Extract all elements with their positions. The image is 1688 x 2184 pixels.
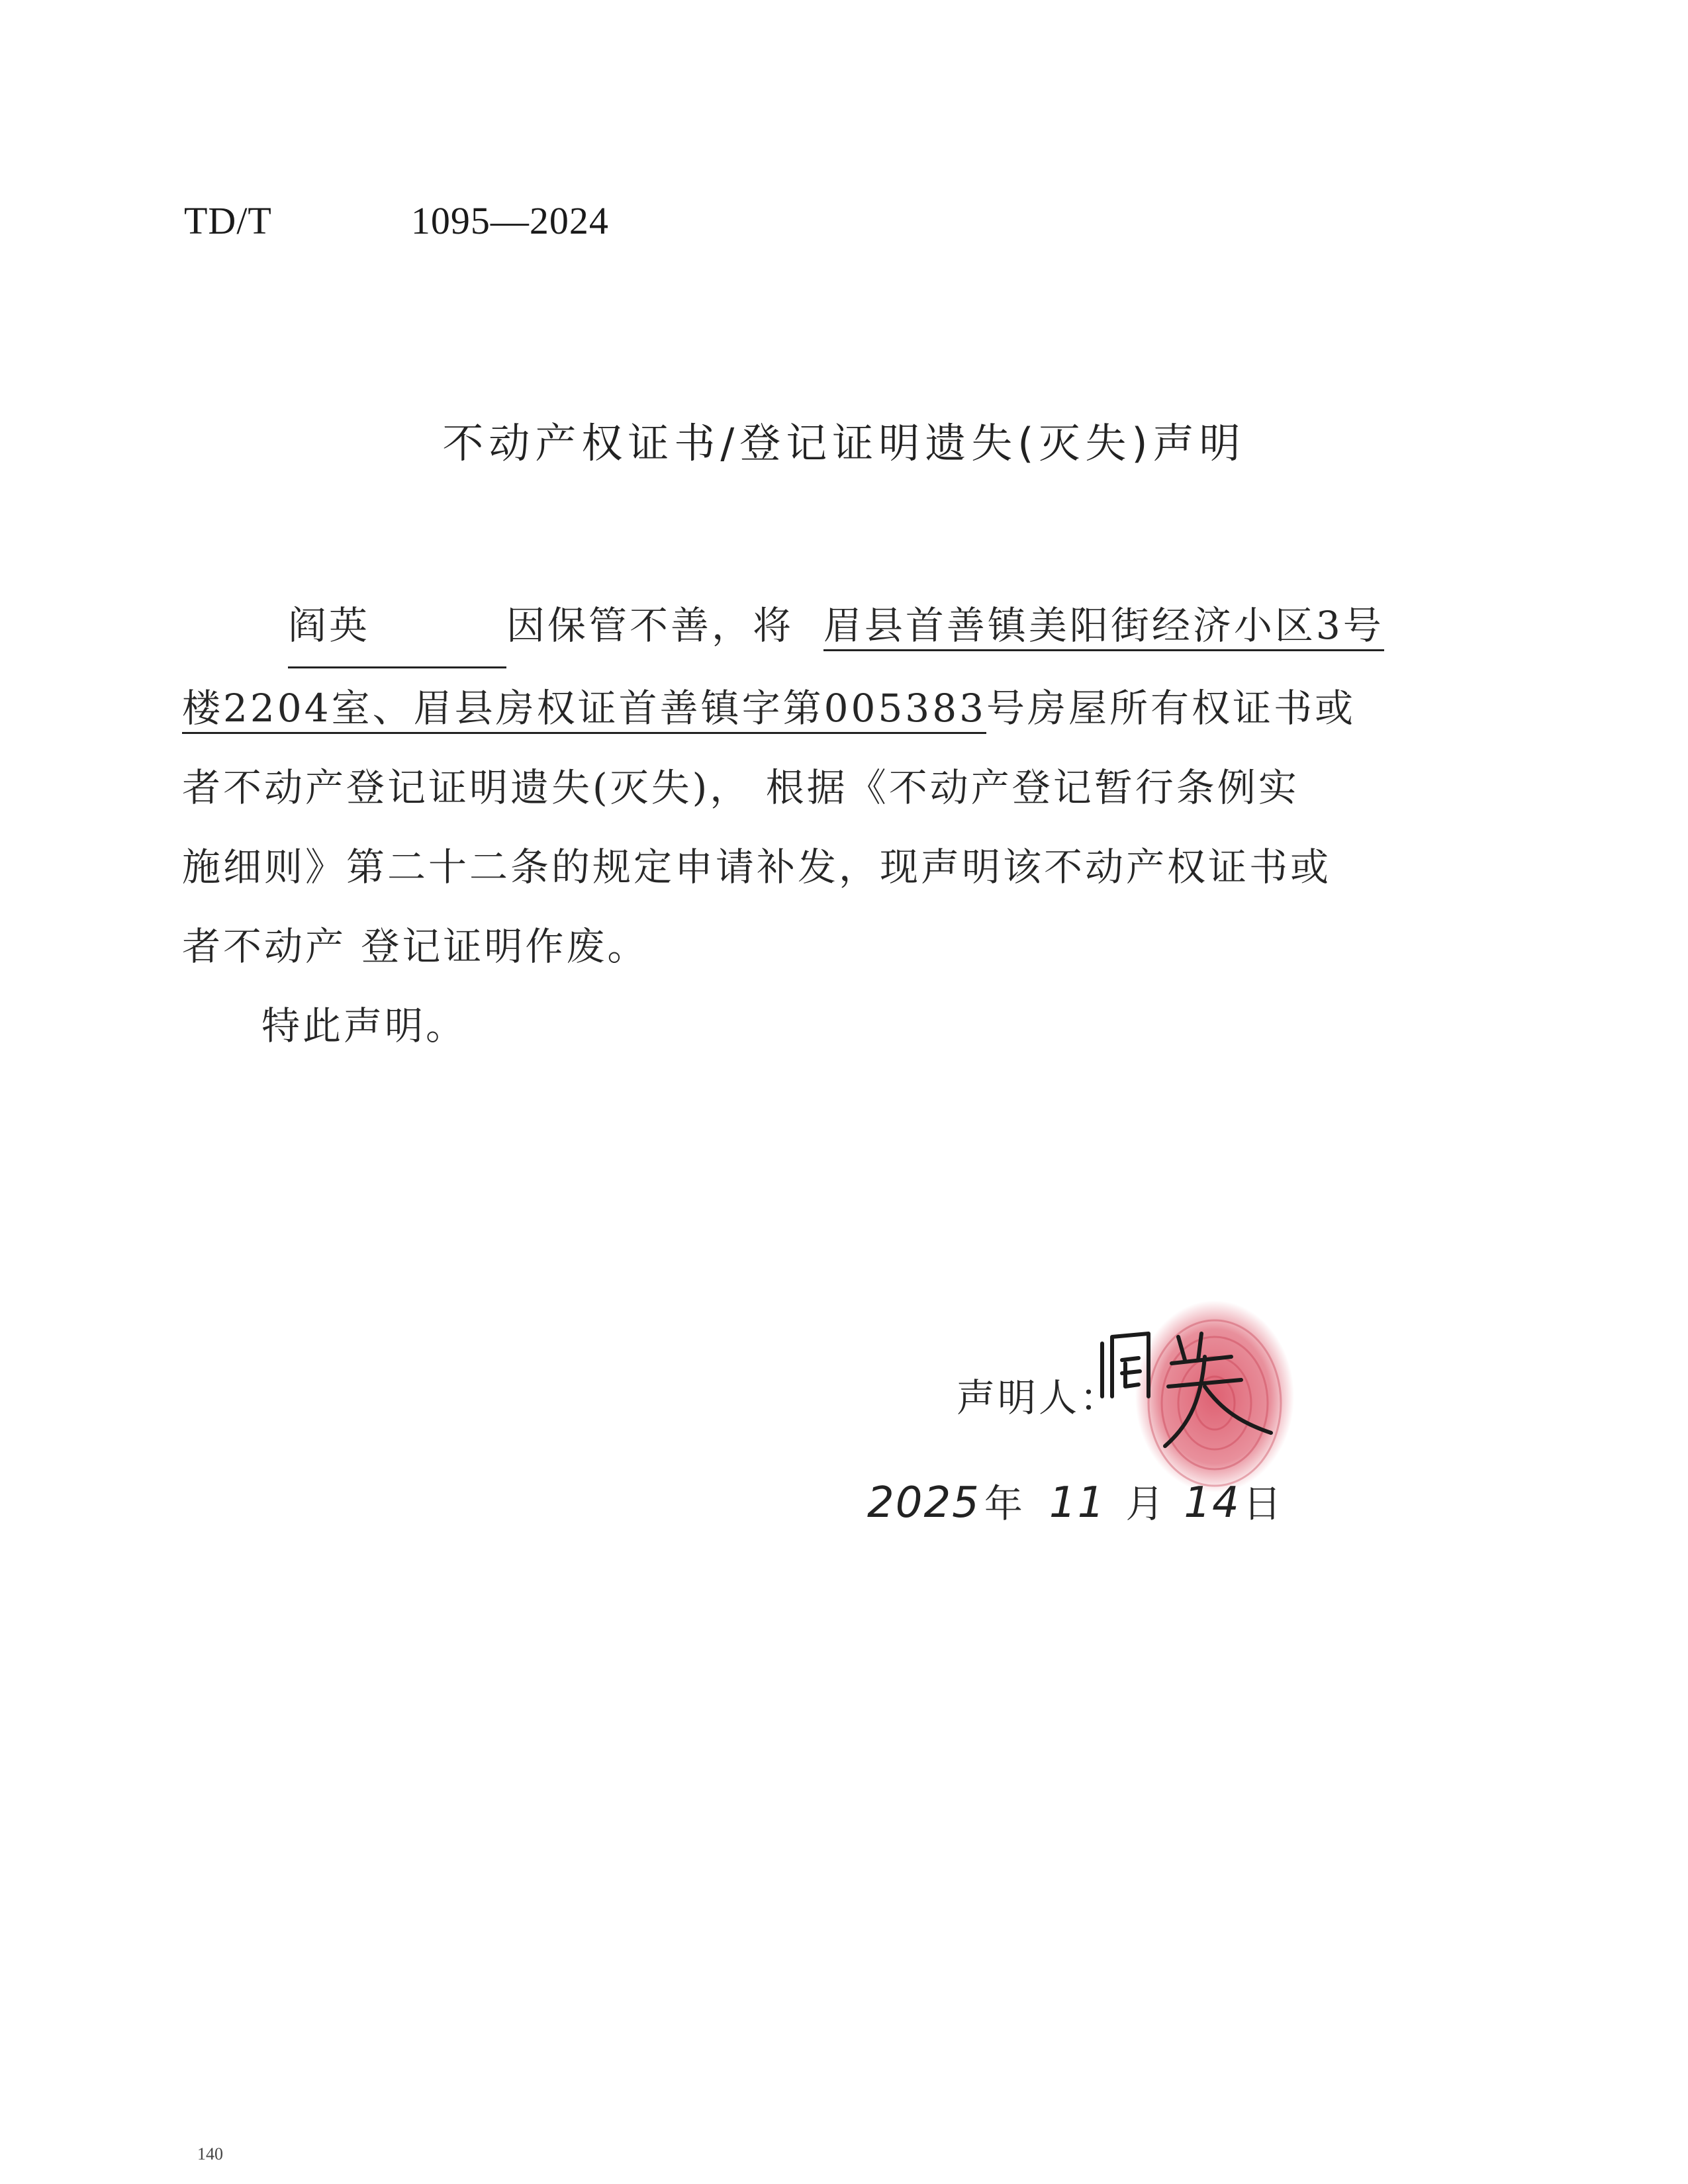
- declaration-date: [867, 1473, 1282, 1528]
- standard-prefix: TD/T: [184, 199, 272, 242]
- closing-paragraph: [182, 986, 1479, 1066]
- property-address-field-2: 楼2204室、眉县房权证首善镇字第005383: [182, 686, 986, 734]
- document-title: 不动产权证书/登记证明遗失(灭失)声明: [442, 419, 1246, 467]
- standard-code: [184, 199, 609, 243]
- date-year: 2025: [867, 1479, 980, 1527]
- paragraph-line-5: 者不动产 登记证明作废。: [182, 924, 649, 969]
- property-address-field-1: 眉县首善镇美阳街经济小区3号: [823, 603, 1384, 651]
- date-month-unit: 月: [1125, 1481, 1164, 1526]
- paragraph-line-4: 施细则》第二十二条的规定申请补发，现声明该不动产权证书或: [182, 844, 1332, 889]
- declarant-name-field: 阎英: [288, 586, 506, 668]
- date-month: 11: [1049, 1479, 1106, 1527]
- reason-text: 因保管不善，将: [506, 603, 794, 648]
- declarant-label: 声明人：: [957, 1375, 1121, 1420]
- closing-text: 特此声明。: [261, 1003, 467, 1048]
- certificate-type-text: 号房屋所有权证书或: [986, 686, 1356, 731]
- paragraph-line-3: 者不动产登记证明遗失(灭失)， 根据《不动产登记暂行条例实: [182, 765, 1299, 810]
- date-day: 14: [1184, 1479, 1241, 1527]
- paragraph-line-1: [182, 586, 1479, 668]
- date-year-unit: 年: [984, 1481, 1023, 1526]
- paragraph-line-2: [182, 668, 1479, 748]
- page-number: 140: [197, 2144, 223, 2163]
- signature-with-fingerprint: [1086, 1297, 1324, 1496]
- declaration-paragraph: [182, 586, 1479, 986]
- standard-number: 1095—2024: [410, 199, 609, 242]
- date-day-unit: 日: [1243, 1481, 1282, 1526]
